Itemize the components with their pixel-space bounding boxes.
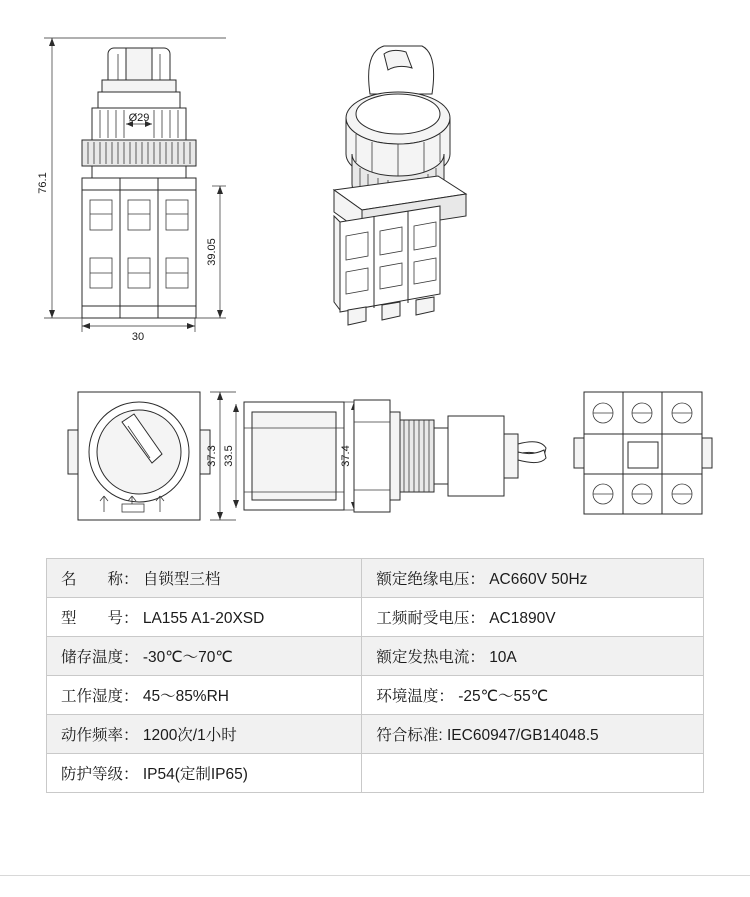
spec-label: 储存温度： — [61, 649, 139, 666]
spec-value: 1200次/1小时 — [142, 727, 237, 744]
spec-value: AC1890V — [489, 610, 556, 627]
spec-label: 名 称： — [61, 571, 139, 588]
spec-value: IP54(定制IP65) — [142, 766, 248, 783]
spec-cell-right — [362, 715, 704, 754]
spec-value: -30℃～70℃ — [142, 649, 233, 666]
dim-depth-b: 33.5 — [223, 445, 235, 467]
spec-cell-left — [47, 676, 362, 715]
spec-cell-right — [362, 598, 704, 637]
table-row — [47, 598, 704, 637]
spec-value: 自锁型三档 — [142, 571, 221, 588]
spec-label: 动作频率： — [61, 727, 139, 744]
spec-label: 环境温度： — [376, 688, 454, 705]
spec-cell-left — [47, 715, 362, 754]
spec-label: 工频耐受电压： — [376, 610, 485, 627]
spec-label: 防护等级： — [61, 766, 139, 783]
dim-body-height: 39.05 — [206, 238, 218, 266]
spec-label: 符合标准: — [376, 727, 443, 744]
specification-table — [46, 558, 704, 793]
spec-cell-right — [362, 637, 704, 676]
spec-label: 型 号： — [61, 610, 139, 627]
side-profile-figure — [350, 382, 550, 538]
table-row — [47, 676, 704, 715]
dim-bezel-diameter: Ø29 — [128, 112, 150, 124]
table-row — [47, 715, 704, 754]
front-view-figure — [30, 18, 260, 343]
spec-value: LA155 A1-20XSD — [142, 610, 265, 627]
spec-label: 工作湿度： — [61, 688, 139, 705]
isometric-view-figure — [300, 22, 500, 342]
spec-cell-right — [362, 676, 704, 715]
table-row — [47, 637, 704, 676]
spec-cell-left — [47, 637, 362, 676]
table-row — [47, 754, 704, 793]
spec-cell-left — [47, 598, 362, 637]
dim-depth-c: 37.4 — [340, 445, 352, 467]
spec-value: IEC60947/GB14048.5 — [446, 727, 599, 744]
spec-value: 45～85%RH — [142, 688, 229, 705]
dim-body-width: 30 — [131, 331, 145, 343]
side-view-figure — [60, 380, 390, 540]
table-row — [47, 559, 704, 598]
spec-cell-left — [47, 754, 362, 793]
spec-value: AC660V 50Hz — [489, 571, 588, 588]
spec-value: -25℃～55℃ — [458, 688, 549, 705]
spec-value: 10A — [489, 649, 517, 666]
dim-total-height: 76.1 — [37, 172, 49, 194]
spec-cell-right — [362, 754, 704, 793]
spec-cell-right — [362, 559, 704, 598]
terminal-view-figure — [570, 382, 720, 532]
spec-label: 额定绝缘电压： — [376, 571, 485, 588]
spec-label: 额定发热电流： — [376, 649, 485, 666]
footer-divider — [0, 875, 750, 876]
dim-depth-a: 37.3 — [206, 445, 218, 467]
spec-cell-left — [47, 559, 362, 598]
